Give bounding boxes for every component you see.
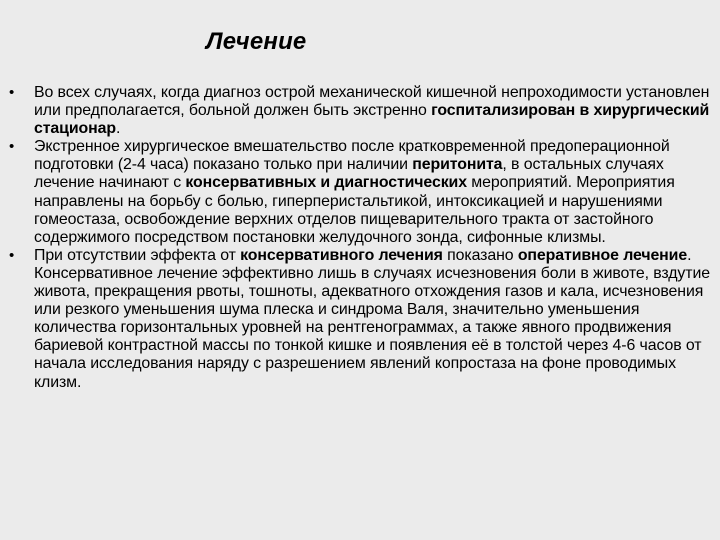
slide-title: Лечение [206,28,307,55]
bullet-list [0,84,720,392]
emphasis-text: перитонита [412,156,503,174]
bullet-icon: • [9,138,15,156]
bullet-icon: • [9,84,15,101]
bullet-item-1 [0,84,720,138]
emphasis-text: консервативных и диагностических [185,174,467,192]
emphasis-text: оперативное лечение [517,246,688,264]
item-text-2: Экстренное хирургическое вмешательство после кратковременной предоперационной подготовки (2-4 часа) показано только при наличии перитонита, в остальных случаях лечение начинают с консервативных и диагностических мероприятий. Мероприятия направлены на борьбу с болью, гиперперистальтикой, интоксикацией и нарушениями гомеостаза, освобождение верхних отделов пищеварительного тракта от застойного содержимого посредством постановки желудочного зонда, сифонные клизмы. [34,138,675,246]
emphasis-text: консервативного лечения [240,246,443,264]
bullet-item-2 [0,138,720,247]
item-text-1: Во всех случаях, когда диагноз острой механической кишечной непроходимости установлен или предполагается, больной должен быть экстренно госпитализирован в хирургический стационар. [34,84,710,138]
bullet-item-3 [0,247,720,392]
emphasis-text: госпитализирован в хирургический стационар [34,102,710,138]
item-text-3: При отсутствии эффекта от консервативного лечения показано оперативное лечение. Консервативное лечение эффективно лишь в случаях исчезновения боли в животе, вздутие живота, прекращения рвоты, тошноты, адекватного отхождения газов и кала, исчезновения или резкого уменьшения шума плеска и синдрома Валя, значительно уменьшения количества горизонтальных уровней на рентгенограммах, а также явного продвижения бариевой контрастной массы по тонкой кишке и появления её в толстой через 4-6 часов от начала исследования наряду с разрешением явлений копростаза на фоне проводимых клизм. [34,246,710,391]
bullet-icon: • [9,246,15,264]
